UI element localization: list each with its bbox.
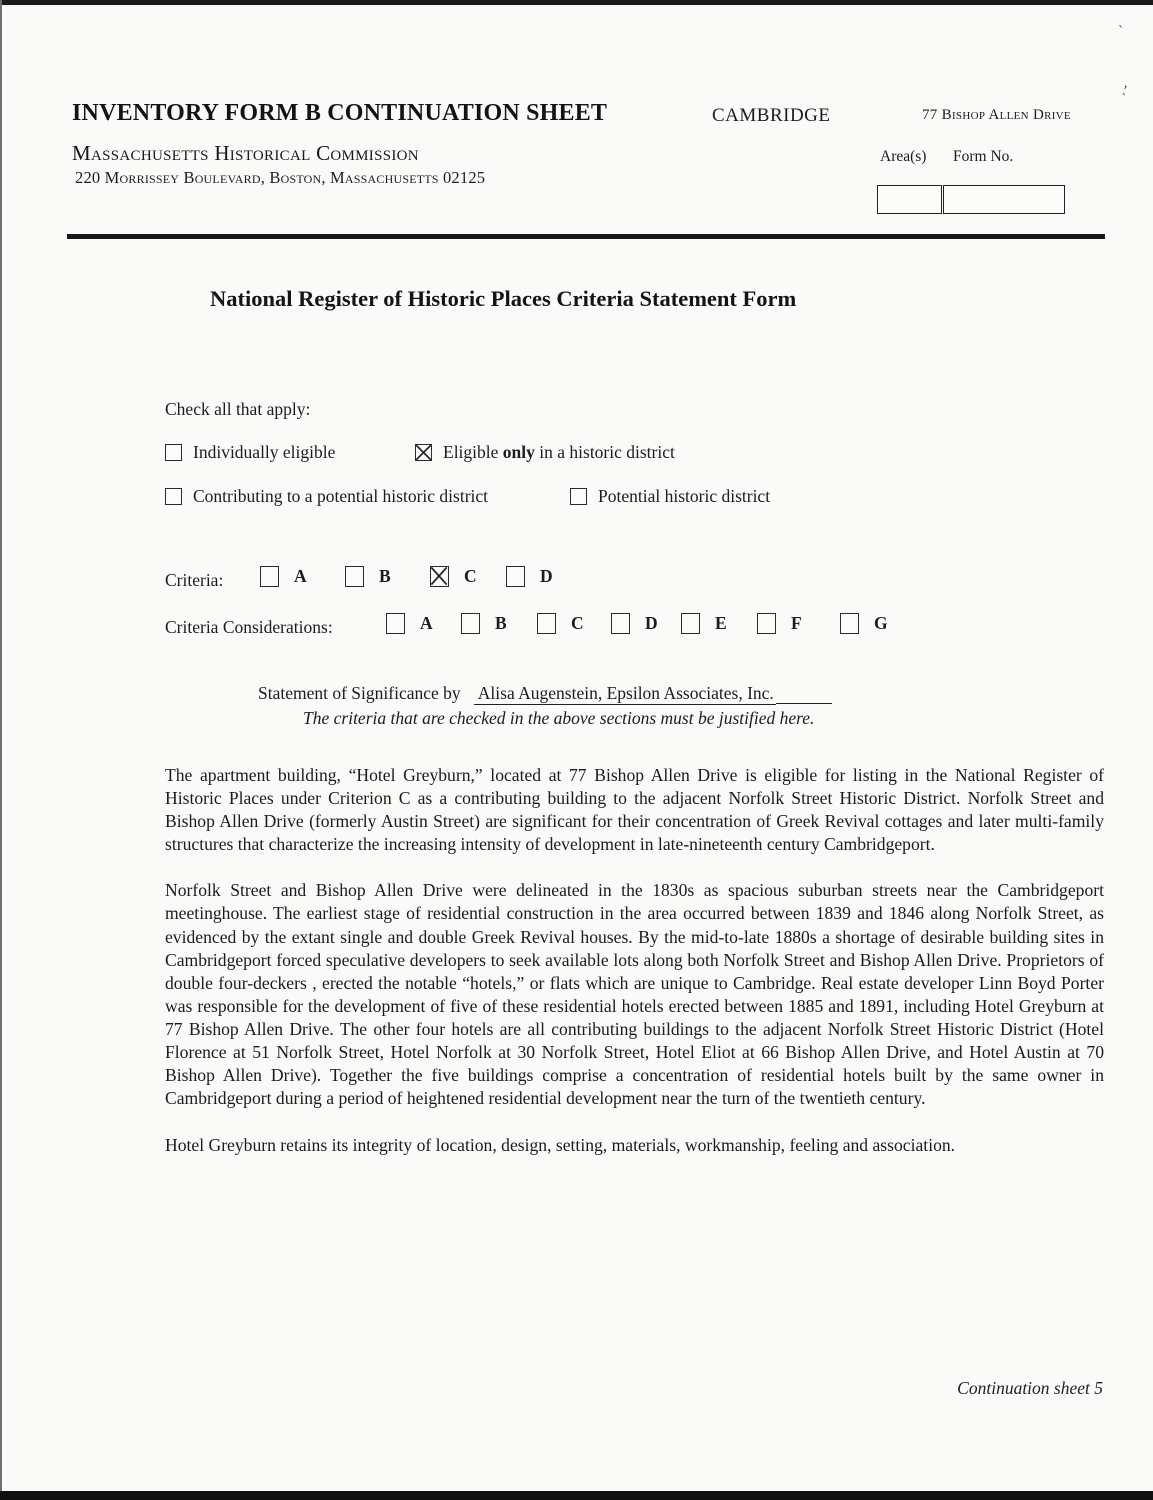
- option-individually-eligible: [165, 442, 335, 463]
- option-label: Potential historic district: [598, 486, 771, 506]
- significance-prefix: Statement of Significance by: [258, 683, 461, 703]
- agency-name: Massachusetts Historical Commission: [72, 141, 419, 165]
- community-name: CAMBRIDGE: [712, 105, 831, 126]
- checkbox-unchecked: [570, 488, 587, 505]
- consideration-g: G: [840, 613, 888, 634]
- checkbox-checked: [430, 566, 449, 587]
- option-eligible-only-in-district: [415, 442, 675, 463]
- scan-edge-bottom: [0, 1491, 1153, 1500]
- significance-author: Alisa Augenstein, Epsilon Associates, Inc.: [474, 683, 776, 705]
- scan-edge-left: [0, 0, 2, 1500]
- checkbox-checked: [415, 444, 432, 461]
- option-label: Contributing to a potential historic district: [193, 486, 489, 506]
- significance-byline: [258, 683, 832, 704]
- criteria-label: Criteria:: [165, 570, 224, 590]
- scan-artifact: `: [1115, 23, 1124, 40]
- property-address: 77 Bishop Allen Drive: [922, 107, 1071, 123]
- checkbox-unchecked: [611, 613, 630, 634]
- paragraph-3: Hotel Greyburn retains its integrity of location, design, setting, materials, workmanship, feeling and association.: [165, 1135, 956, 1156]
- option-potential-historic-district: [570, 486, 770, 507]
- scan-artifact: ‚ `: [1118, 75, 1130, 108]
- checkbox-unchecked: [461, 613, 480, 634]
- checkbox-unchecked: [386, 613, 405, 634]
- consideration-a: A: [386, 613, 433, 634]
- checkbox-unchecked: [840, 613, 859, 634]
- form-no-input-box: [943, 185, 1065, 214]
- paragraph-2: Norfolk Street and Bishop Allen Drive were delineated in the 1830s as spacious suburban streets near the Cambridgeport meetinghouse. The earliest stage of residential construction in the area occurred between 1839 and 1846 along Norfolk Street, as evidenced by the extant single and double Greek Revival houses. By the mid-to-late 1880s a shortage of desirable building sites in Cambridgeport forced speculative developers to seek available lots along both Norfolk Street and Bishop Allen Drive. Proprietors of double four-deckers , erected the notable “hotels,” or flats which are unique to Cambridge. Real estate developer Linn Boyd Porter was responsible for the development of five of these residential hotels erected between 1885 and 1891, including Hotel Greyburn at 77 Bishop Allen Drive. The other four hotels are all contributing buildings to the adjacent Norfolk Street Historic District (Hotel Florence at 51 Norfolk Street, Hotel Norfolk at 30 Norfolk Street, Hotel Eliot at 66 Bishop Allen Drive, and Hotel Austin at 70 Bishop Allen Drive). Together the five buildings comprise a concentration of residential hotels built by the same owner in Cambridgeport during a period of heightened residential development near the turn of the twentieth century.: [165, 880, 1104, 1109]
- consideration-c: C: [537, 613, 584, 634]
- checkbox-unchecked: [345, 566, 364, 587]
- considerations-label: Criteria Considerations:: [165, 617, 333, 637]
- paragraph-1: The apartment building, “Hotel Greyburn,” located at 77 Bishop Allen Drive is eligible for listing in the National Register of Historic Places under Criterion C as a contributing building to the adjacent Norfolk Street Historic District. Norfolk Street and Bishop Allen Drive (formerly Austin Street) are significant for their concentration of Greek Revival cottages and later multi-family structures that characterize the increasing intensity of development in late-nineteenth century Cambridgeport.: [165, 765, 1104, 855]
- section-title: National Register of Historic Places Criteria Statement Form: [210, 286, 797, 311]
- consideration-e: E: [681, 613, 727, 634]
- continuation-sheet-number: Continuation sheet 5: [957, 1378, 1103, 1398]
- consideration-d: D: [611, 613, 658, 634]
- checkbox-unchecked: [506, 566, 525, 587]
- check-all-label: Check all that apply:: [165, 399, 311, 419]
- area-input-box: [877, 185, 942, 214]
- checkbox-unchecked: [757, 613, 776, 634]
- statement-body: [165, 764, 1104, 1157]
- criterion-c: C: [430, 566, 477, 587]
- option-contributing-potential-district: [165, 486, 488, 507]
- consideration-b: B: [461, 613, 507, 634]
- checkbox-unchecked: [165, 444, 182, 461]
- header-divider-rule: [67, 234, 1105, 239]
- area-label: Area(s): [880, 148, 927, 165]
- criterion-d: D: [506, 566, 553, 587]
- criterion-a: A: [260, 566, 307, 587]
- consideration-f: F: [757, 613, 802, 634]
- criterion-b: B: [345, 566, 391, 587]
- checkbox-unchecked: [165, 488, 182, 505]
- checkbox-unchecked: [260, 566, 279, 587]
- checkbox-unchecked: [681, 613, 700, 634]
- agency-address: 220 Morrissey Boulevard, Boston, Massachusetts 02125: [75, 168, 486, 187]
- option-label: Individually eligible: [193, 442, 336, 462]
- form-no-label: Form No.: [953, 148, 1014, 165]
- signature-line-extension: [776, 686, 832, 704]
- checkbox-unchecked: [537, 613, 556, 634]
- scan-edge-top: [0, 0, 1153, 5]
- form-title: INVENTORY FORM B CONTINUATION SHEET: [72, 100, 608, 126]
- option-label: Eligible only in a historic district: [443, 442, 675, 462]
- significance-note: The criteria that are checked in the above sections must be justified here.: [303, 708, 815, 728]
